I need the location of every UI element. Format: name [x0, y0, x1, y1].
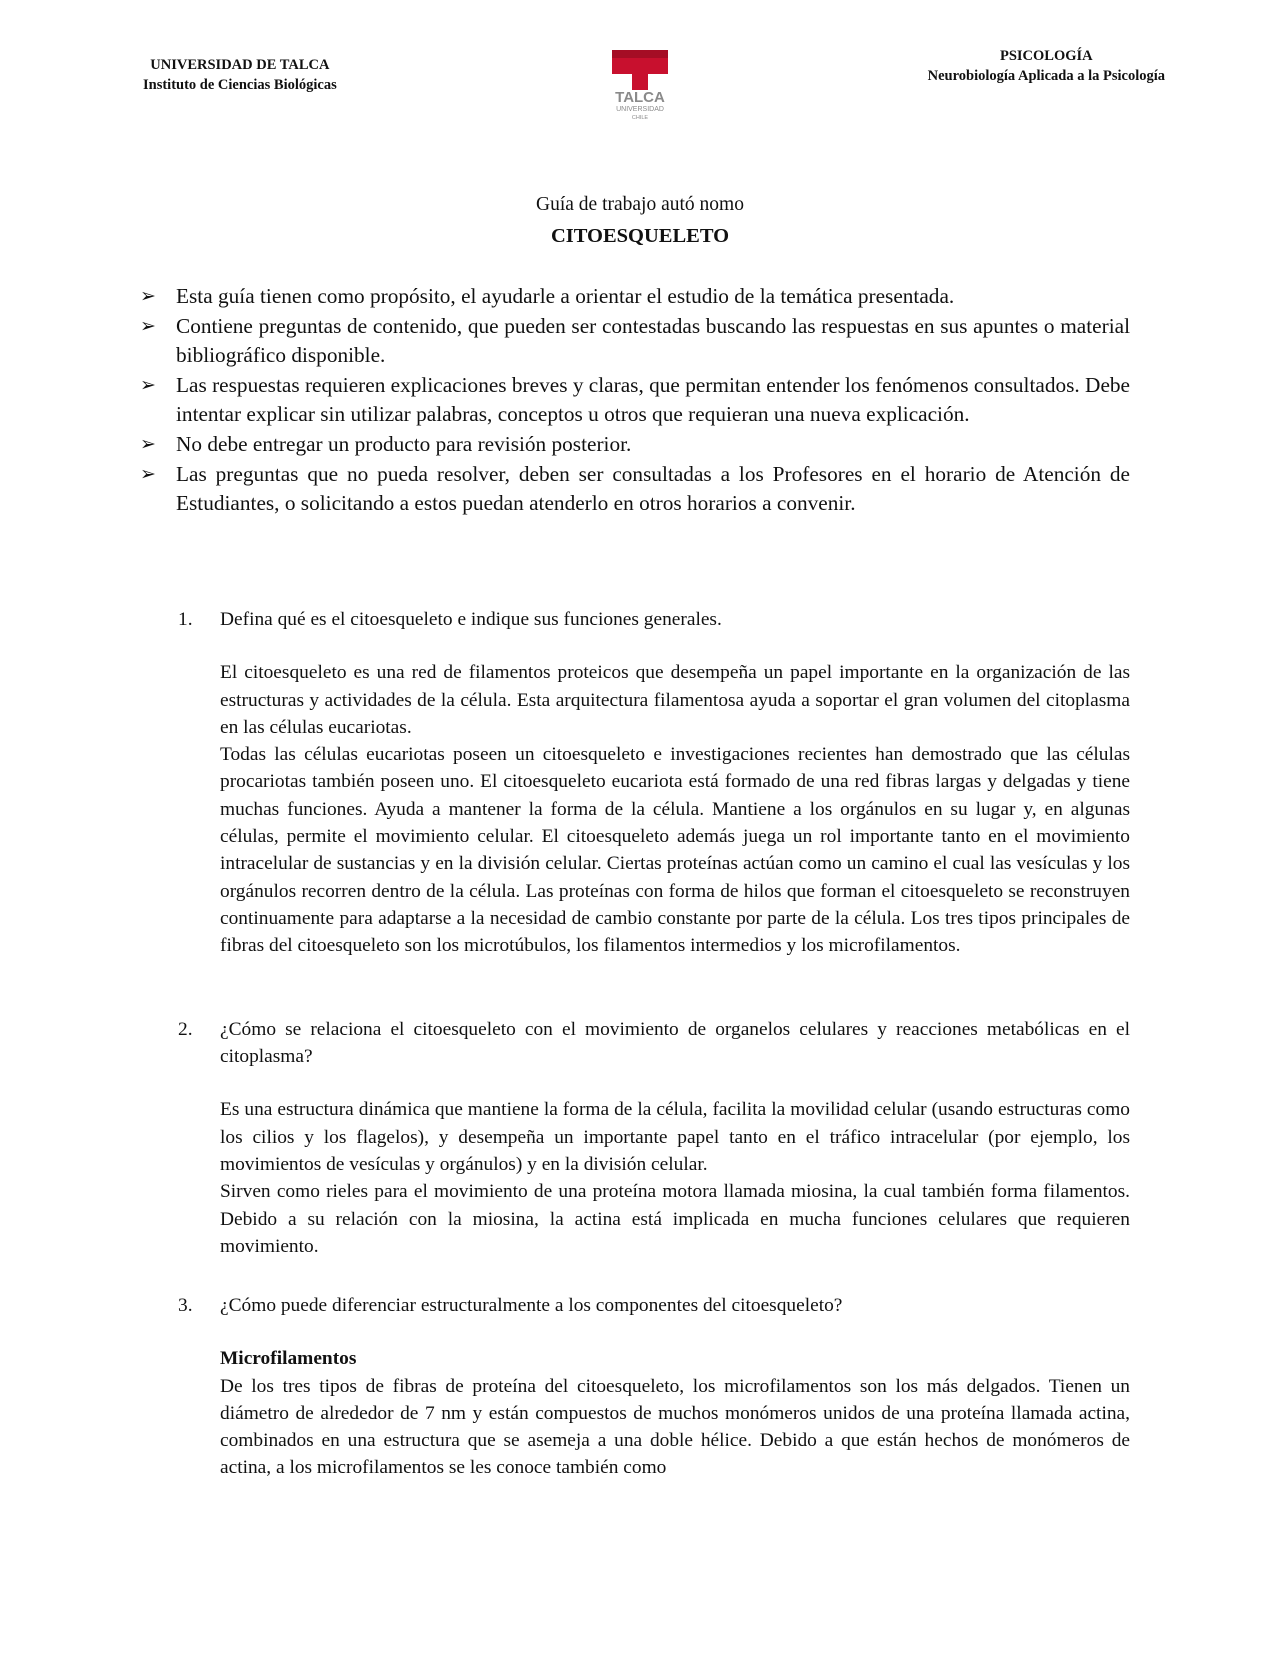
answer-paragraph: Sirven como rieles para el movimiento de una proteína motora llamada miosina, la cual también forma filamentos. Debido a su relación con la miosina, la actina está implicada en mucha funciones celulares que requieren movimiento. — [220, 1181, 1130, 1257]
question-number: 1. — [178, 609, 193, 630]
course-header — [928, 46, 1165, 86]
instruction-item: ➢ Las respuestas requieren explicaciones breves y claras, que permitan entender los fenómenos consultados. Debe intentar explicar sin utilizar palabras, conceptos u otros que requieran una nueva explicación. — [140, 372, 1130, 427]
title-block — [0, 190, 1280, 252]
instruction-item: ➢ Esta guía tienen como propósito, el ayudarle a orientar el estudio de la temática presentada. — [140, 282, 1130, 312]
arrow-bullet-icon: ➢ — [140, 463, 156, 485]
question-3 — [178, 1292, 1130, 1482]
question-2 — [178, 1016, 1130, 1260]
university-logo — [604, 44, 676, 122]
answer-text — [178, 1096, 1130, 1260]
program-name: PSICOLOGÍA — [999, 48, 1093, 64]
answer-paragraph: El citoesqueleto es una red de filamentos proteicos que desempeña un papel importante en la organización de las estructuras y actividades de la célula. Esta arquitectura filamentosa ayuda a soportar el gran volumen del citoplasma en las células eucariotas. — [220, 662, 1130, 738]
arrow-bullet-icon: ➢ — [140, 315, 156, 337]
logo-sub1: UNIVERSIDAD — [616, 106, 664, 113]
question-text: 1. Defina qué es el citoesqueleto e indique sus funciones generales. — [178, 606, 1130, 633]
answer-paragraph: Es una estructura dinámica que mantiene la forma de la célula, facilita la movilidad celular (usando estructuras como los cilios y los flagelos), y desempeña un importante papel tanto en el tráfico intracelular (por ejemplo, los movimientos de vesículas y orgánulos) y en la división celular. — [220, 1099, 1130, 1175]
answer-text — [178, 1345, 1130, 1481]
arrow-bullet-icon: ➢ — [140, 374, 156, 396]
institute-name: Instituto de Ciencias Biológicas — [143, 77, 337, 93]
instruction-item: ➢ Las preguntas que no pueda resolver, deben ser consultadas a los Profesores en el horario de Atención de Estudiantes, o solicitando a estos puedan atenderlo en otros horarios a convenir. — [140, 461, 1130, 516]
instructions-list — [140, 282, 1130, 519]
arrow-bullet-icon: ➢ — [140, 433, 156, 455]
instruction-item: ➢ No debe entregar un producto para revisión posterior. — [140, 430, 1130, 460]
university-name: UNIVERSIDAD DE TALCA — [150, 57, 330, 73]
course-name: Neurobiología Aplicada a la Psicología — [927, 68, 1165, 84]
doc-subtitle: Guía de trabajo autó nomo — [536, 194, 744, 215]
logo-word: TALCA — [615, 89, 665, 106]
question-text: 2. ¿Cómo se relaciona el citoesqueleto con el movimiento de organelos celulares y reacciones metabólicas en el citoplasma? — [178, 1016, 1130, 1070]
logo-sub2: CHILE — [631, 115, 649, 121]
answer-text — [178, 659, 1130, 959]
answer-paragraph: De los tres tipos de fibras de proteína del citoesqueleto, los microfilamentos son los más delgados. Tienen un diámetro de alrededor de 7 nm y están compuestos de muchos monómeros unidos de una proteína llamada actina, combinados en una estructura que se asemeja a una doble hélice. Debido a que están hechos de monómeros de actina, a los microfilamentos se les conoce también como — [220, 1375, 1130, 1479]
doc-title: CITOESQUELETO — [550, 225, 730, 247]
answer-paragraph: Todas las células eucariotas poseen un citoesqueleto e investigaciones recientes han demostrado que las células procariotas también poseen uno. El citoesqueleto eucariota está formado de una red fibras largas y delgadas y tiene muchas funciones. Ayuda a mantener la forma de la célula. Mantiene a los orgánulos en su lugar y, en algunas células, permite el movimiento celular. El citoesqueleto además juega un rol importante tanto en el movimiento intracelular de sustancias y en la división celular. Ciertas proteínas actúan como un camino el cual las vesículas y los orgánulos recorren dentro de la célula. Las proteínas con forma de hilos que forman el citoesqueleto se reconstruyen continuamente para adaptarse a la necesidad de cambio constante por parte de la célula. Los tres tipos principales de fibras del citoesqueleto son los microtúbulos, los filamentos intermedios y los microfilamentos. — [220, 744, 1130, 957]
instruction-item: ➢ Contiene preguntas de contenido, que pueden ser contestadas buscando las respuestas en sus apuntes o material bibliográfico disponible. — [140, 313, 1130, 368]
question-number: 2. — [178, 1019, 193, 1040]
institution-header — [143, 55, 337, 95]
answer-heading: Microfilamentos — [220, 1348, 357, 1370]
question-1 — [178, 606, 1130, 959]
talca-logo-icon — [604, 44, 676, 122]
question-text: 3. ¿Cómo puede diferenciar estructuralmente a los componentes del citoesqueleto? — [178, 1292, 1130, 1319]
question-number: 3. — [178, 1295, 193, 1316]
arrow-bullet-icon: ➢ — [140, 286, 156, 307]
